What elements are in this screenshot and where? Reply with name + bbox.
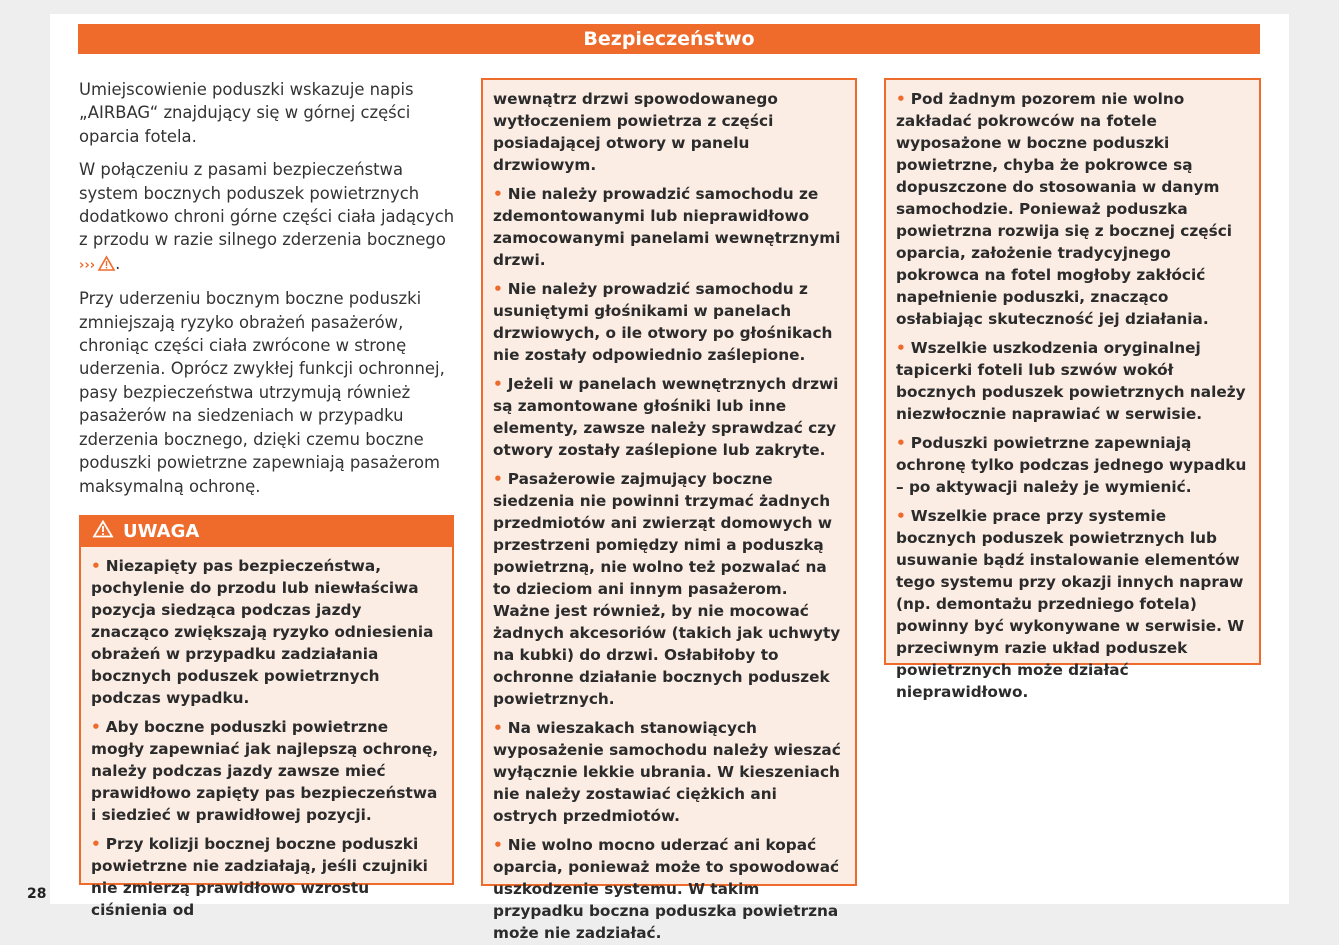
list-item: • Pod żadnym pozorem nie wolno zakładać pokrowców na fotele wyposażone w boczne poduszki powietrzne, chyba że pokrowce są dopuszczone do stosowania w danym samochodzie. Ponieważ poduszka powietrzna rozwija się z bocznej części oparcia, założenie tradycyjnego pokrowca na fotel mogłoby zakłócić napełnienie poduszki, znacząco osłabiając skuteczność jej działania. xyxy=(896,90,1233,328)
page-number: 28 xyxy=(27,886,47,902)
list-item: • Przy kolizji bocznej boczne poduszki powietrzne nie zadziałają, jeśli czujniki nie zmierzą prawidłowo wzrostu ciśnienia od xyxy=(91,835,428,919)
list-item: • Jeżeli w panelach wewnętrznych drzwi są zamontowane głośniki lub inne elementy, zawsze należy sprawdzać czy otwory zostały zaślepione lub zakryte. xyxy=(493,375,839,459)
reference-marker[interactable]: ››› xyxy=(79,257,96,273)
bullet-dot-icon: • xyxy=(493,836,503,854)
bullet-dot-icon: • xyxy=(91,835,101,853)
intro-column xyxy=(79,78,457,508)
list-item: • Wszelkie prace przy systemie bocznych poduszek powietrznych lub usuwanie bądź instalowanie elementów tego systemu przy okazji innych napraw (np. demontażu przedniego fotela) powinny być wykonywane w serwisie. W przeciwnym razie układ poduszek powietrznych może działać nieprawidłowo. xyxy=(896,507,1245,701)
warning-title: UWAGA xyxy=(123,521,200,542)
warning-box xyxy=(79,515,454,919)
intro-paragraph: W połączeniu z pasami bezpieczeństwa system bocznych poduszek powietrznych dodatkowo chroni górne części ciała jadących z przodu w razie silnego zderzenia bocznego ››› . xyxy=(79,158,457,277)
list-item: • Niezapięty pas bezpieczeństwa, pochylenie do przodu lub niewłaściwa pozycja siedząca podczas jazdy znacząco zwiększają ryzyko odniesienia obrażeń w przypadku zadziałania bocznych poduszek powietrznych podczas wypadku. xyxy=(91,557,434,707)
bullet-dot-icon: • xyxy=(493,375,503,393)
bullet-dot-icon: • xyxy=(493,719,503,737)
bullet-dot-icon: • xyxy=(493,470,503,488)
bullet-dot-icon: • xyxy=(896,507,906,525)
warning-triangle-icon xyxy=(98,254,115,277)
list-item: • Na wieszakach stanowiących wyposażenie samochodu należy wieszać wyłącznie lekkie ubrania. W kieszeniach nie należy zostawiać ciężkich ani ostrych przedmiotów. xyxy=(493,719,841,825)
warning-triangle-icon xyxy=(93,520,123,544)
bullet-dot-icon: • xyxy=(896,434,906,452)
list-item: • Nie należy prowadzić samochodu ze zdemontowanymi lub nieprawidłowo zamocowanymi panelami wewnętrznymi drzwi. xyxy=(493,185,841,269)
bullet-dot-icon: • xyxy=(493,280,503,298)
list-item: • Aby boczne poduszki powietrzne mogły zapewniać jak najlepszą ochronę, należy podczas jazdy zawsze mieć prawidłowo zapięty pas bezpieczeństwa i siedzieć w prawidłowej pozycji. xyxy=(91,718,439,824)
list-item: • Nie wolno mocno uderzać ani kopać oparcia, ponieważ może to spowodować uszkodzenie systemu. W takim przypadku boczna poduszka powietrzna może nie zadziałać. xyxy=(493,836,840,942)
intro-paragraph: Przy uderzeniu bocznym boczne poduszki zmniejszają ryzyko obrażeń pasażerów, chroniąc części ciała zwrócone w stronę uderzenia. Oprócz zwykłej funkcji ochronnej, pasy bezpieczeństwa utrzymują również pasażerów na siedzeniach w przypadku zderzenia bocznego, dzięki czemu boczne poduszki powietrzne zapewniają pasażerom maksymalną ochronę. xyxy=(79,289,445,496)
list-item: • Poduszki powietrzne zapewniają ochronę tylko podczas jednego wypadku – po aktywacji należy je wymienić. xyxy=(896,434,1247,496)
warning-header xyxy=(81,517,452,547)
list-item: • Pasażerowie zajmujący boczne siedzenia nie powinni trzymać żadnych przedmiotów ani zwierząt domowych w przestrzeni pomiędzy nimi a poduszką powietrzną, nie wolno też pozwalać na to dzieciom ani innym pasażerom. Ważne jest również, by nie mocować żadnych akcesoriów (takich jak uchwyty na kubki) do drzwi. Osłabiłoby to ochronne działanie bocznych poduszek powietrznych. xyxy=(493,470,841,708)
list-item: • Wszelkie uszkodzenia oryginalnej tapicerki foteli lub szwów wokół bocznych poduszek powietrznych należy niezwłocznie naprawiać w serwisie. xyxy=(896,339,1246,423)
intro-paragraph: Umiejscowienie poduszki wskazuje napis „AIRBAG“ znajdujący się w górnej części oparcia fotela. xyxy=(79,80,414,146)
continuation-text: wewnątrz drzwi spowodowanego wytłoczeniem powietrza z części posiadającej otwory w panelu drzwiowym. xyxy=(493,90,778,174)
bullet-dot-icon: • xyxy=(493,185,503,203)
warning-box-continued xyxy=(884,78,1261,701)
warning-box-continued xyxy=(481,78,857,942)
bullet-dot-icon: • xyxy=(91,557,101,575)
bullet-dot-icon: • xyxy=(896,90,906,108)
bullet-dot-icon: • xyxy=(91,718,101,736)
list-item: • Nie należy prowadzić samochodu z usuniętymi głośnikami w panelach drzwiowych, o ile otwory po głośnikach nie zostały odpowiednio zaślepione. xyxy=(493,280,833,364)
section-header xyxy=(78,24,1260,54)
section-title: Bezpieczeństwo xyxy=(583,28,755,50)
bullet-dot-icon: • xyxy=(896,339,906,357)
